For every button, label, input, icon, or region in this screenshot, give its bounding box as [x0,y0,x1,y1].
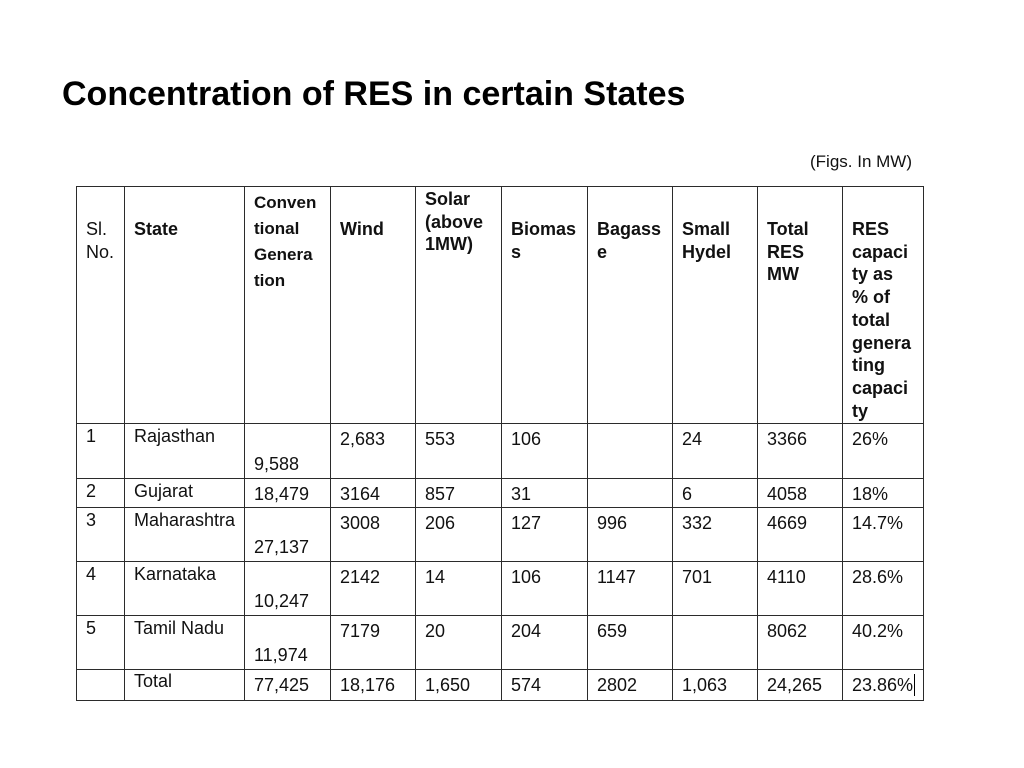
header-row [77,187,924,424]
cell-small-hydel: 24 [673,424,758,479]
cell-total-label: Total [125,670,245,701]
cell-bagasse [588,424,673,479]
column-header-bagasse: Bagass e [588,187,673,424]
cell-biomass: 106 [502,424,588,479]
cell-sl-no: 1 [77,424,125,479]
cell-total-res: 24,265 [758,670,843,701]
column-header-state: State [125,187,245,424]
cell-total-res: 4110 [758,562,843,616]
cell-small-hydel: 332 [673,508,758,562]
cell-wind: 2142 [331,562,416,616]
cell-res-share: 18% [843,479,924,508]
cell-small-hydel: 701 [673,562,758,616]
cell-biomass: 31 [502,479,588,508]
total-row [77,670,924,701]
text-cursor [914,674,915,696]
cell-solar: 14 [416,562,502,616]
cell-state: Tamil Nadu [125,616,245,670]
cell-res-share: 26% [843,424,924,479]
cell-sl-no: 2 [77,479,125,508]
column-header-small-hydel: Small Hydel [673,187,758,424]
table-row [77,562,924,616]
cell-bagasse: 659 [588,616,673,670]
cell-solar: 857 [416,479,502,508]
cell-small-hydel: 6 [673,479,758,508]
cell-sl-no [77,670,125,701]
units-note: (Figs. In MW) [810,152,912,171]
table-row [77,479,924,508]
cell-res-share: 14.7% [843,508,924,562]
table-row [77,508,924,562]
cell-res-share [843,670,924,701]
cell-state: Rajasthan [125,424,245,479]
cell-conventional: 9,588 [245,424,331,479]
cell-sl-no: 5 [77,616,125,670]
column-header-conventional-generation: Conven tional Genera tion [245,187,331,424]
cell-wind: 2,683 [331,424,416,479]
cell-conventional: 10,247 [245,562,331,616]
cell-conventional: 11,974 [245,616,331,670]
column-header-wind: Wind [331,187,416,424]
cell-state: Karnataka [125,562,245,616]
table-row [77,616,924,670]
table-row [77,424,924,479]
cell-biomass: 574 [502,670,588,701]
cell-solar: 206 [416,508,502,562]
cell-solar: 20 [416,616,502,670]
cell-state: Maharashtra [125,508,245,562]
cell-bagasse: 1147 [588,562,673,616]
cell-wind: 18,176 [331,670,416,701]
res-concentration-table [76,186,924,701]
slide-title: Concentration of RES in certain States [62,75,686,113]
cell-res-share: 28.6% [843,562,924,616]
cell-biomass: 106 [502,562,588,616]
cell-small-hydel: 1,063 [673,670,758,701]
cell-biomass: 204 [502,616,588,670]
cell-bagasse [588,479,673,508]
cell-total-res: 3366 [758,424,843,479]
column-header-res-share: RES capaci ty as % of total genera ting capaci ty [843,187,924,424]
column-header-total-res: Total RES MW [758,187,843,424]
cell-conventional: 77,425 [245,670,331,701]
cell-total-res: 4669 [758,508,843,562]
cell-sl-no: 3 [77,508,125,562]
column-header-sl-no: Sl. No. [77,187,125,424]
cell-small-hydel [673,616,758,670]
cell-total-res: 8062 [758,616,843,670]
cell-conventional: 27,137 [245,508,331,562]
column-header-biomass: Biomas s [502,187,588,424]
cell-wind: 3164 [331,479,416,508]
cell-wind: 3008 [331,508,416,562]
column-header-solar: Solar (above 1MW) [416,187,502,424]
cell-bagasse: 996 [588,508,673,562]
cell-sl-no: 4 [77,562,125,616]
cell-res-share: 40.2% [843,616,924,670]
cell-state: Gujarat [125,479,245,508]
cell-wind: 7179 [331,616,416,670]
cell-total-res: 4058 [758,479,843,508]
cell-solar: 1,650 [416,670,502,701]
cell-res-share-value: 23.86% [852,675,914,695]
cell-biomass: 127 [502,508,588,562]
cell-solar: 553 [416,424,502,479]
cell-bagasse: 2802 [588,670,673,701]
cell-conventional: 18,479 [245,479,331,508]
